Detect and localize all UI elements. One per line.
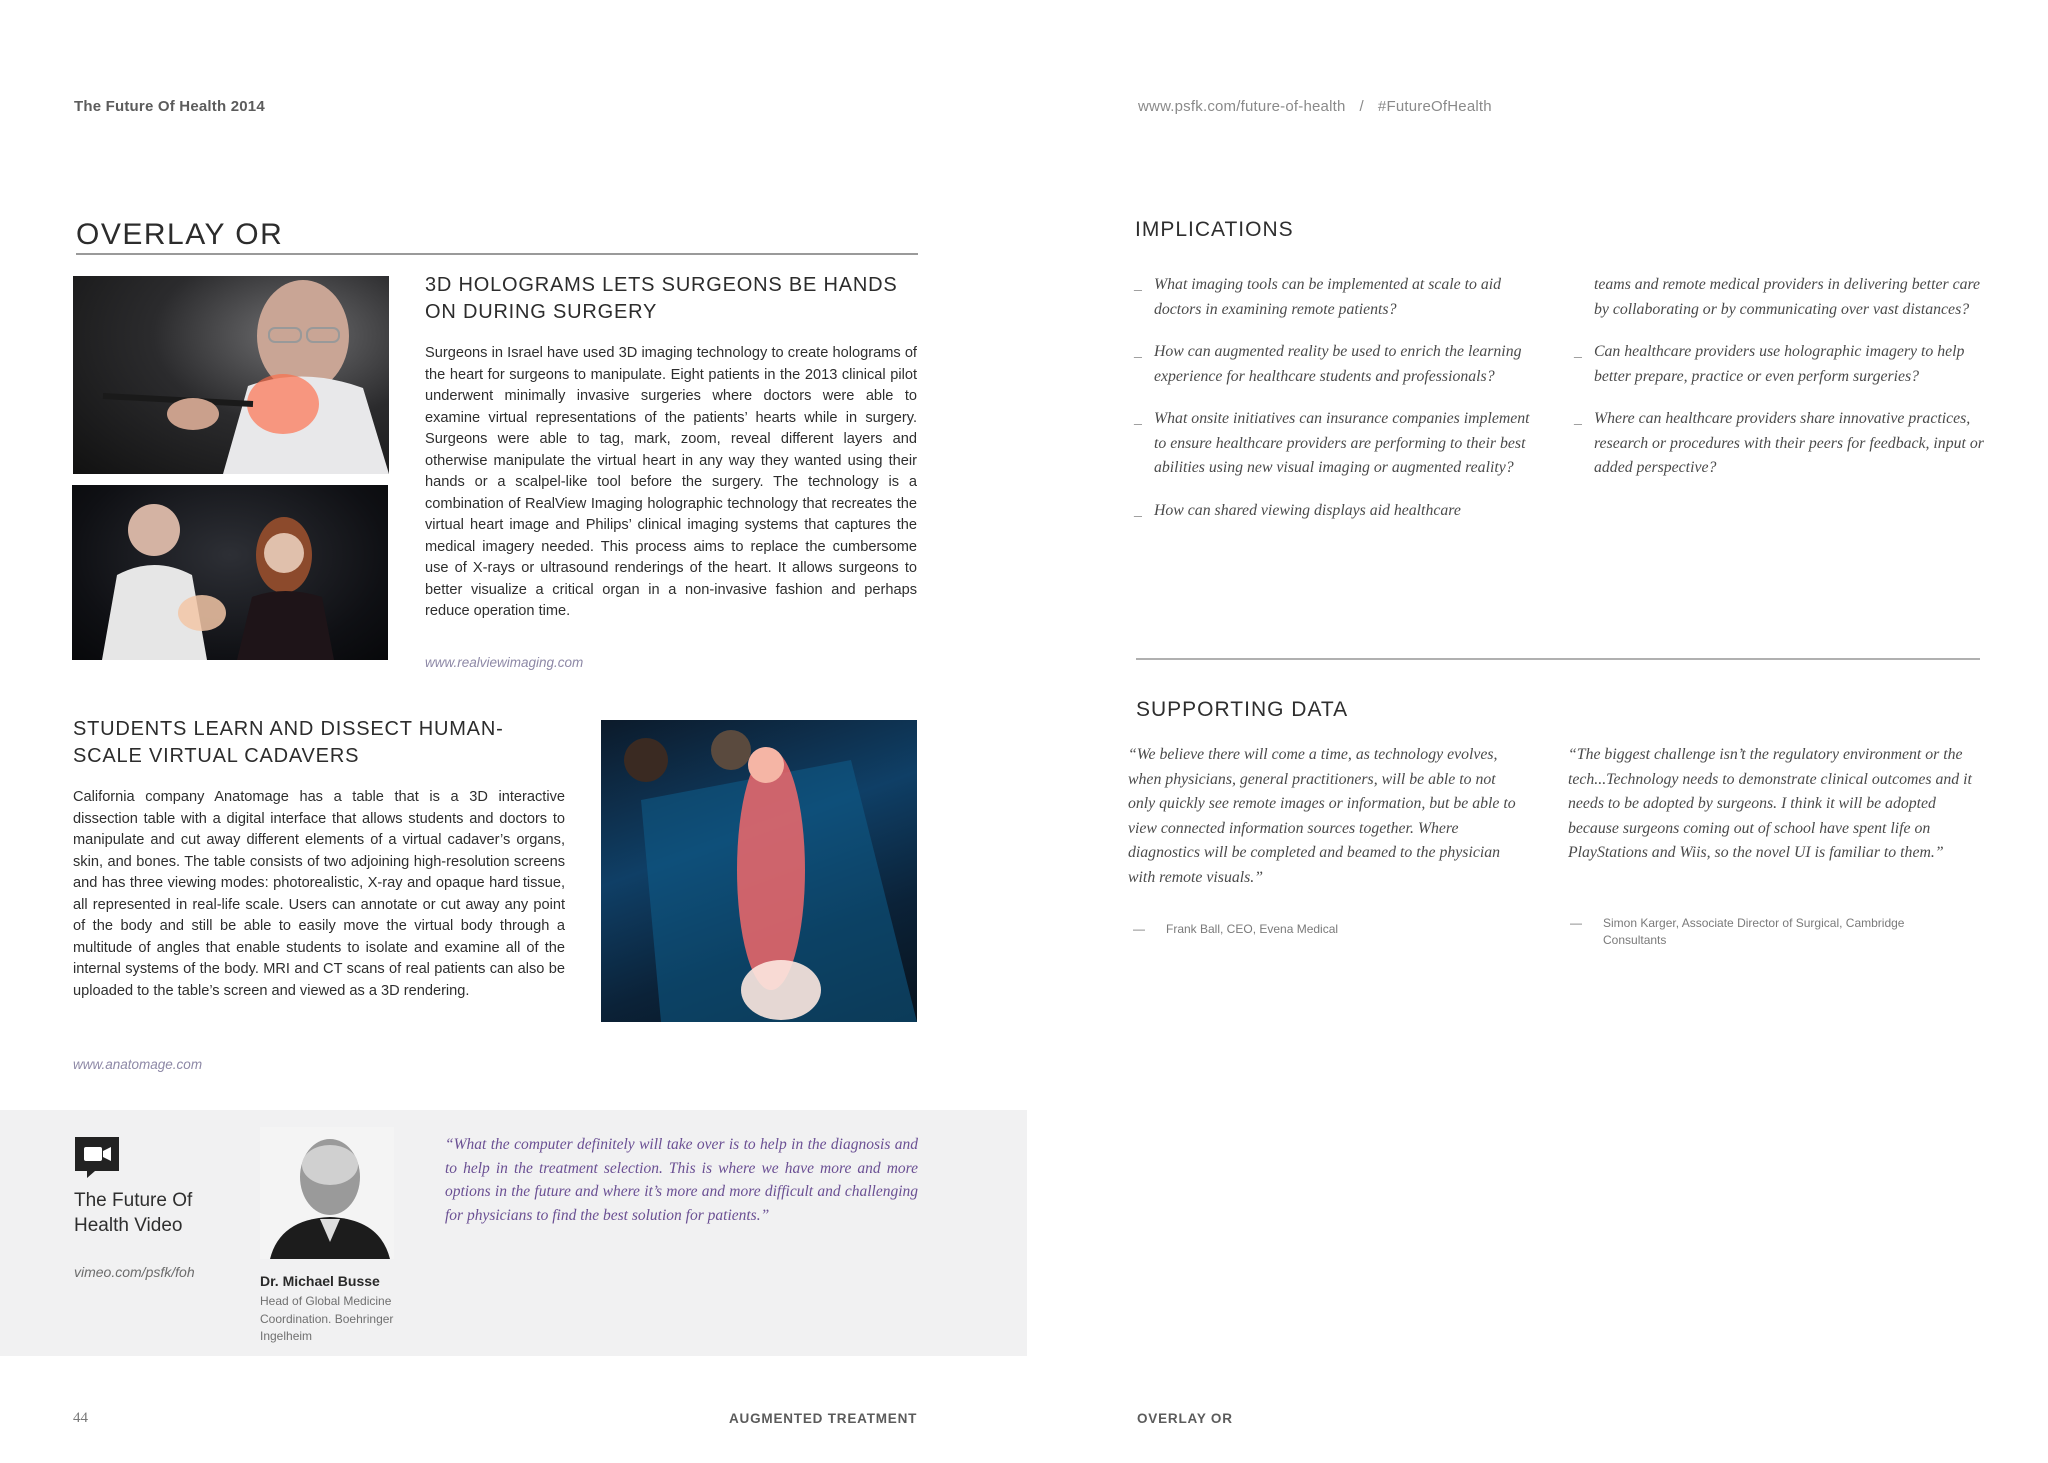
- chapter-footer: AUGMENTED TREATMENT: [729, 1411, 918, 1426]
- section-divider: [76, 253, 918, 255]
- implications-heading: IMPLICATIONS: [1135, 218, 1294, 241]
- hashtag[interactable]: #FutureOfHealth: [1377, 98, 1492, 115]
- holographic-presentation-photo: [72, 485, 388, 660]
- video-link[interactable]: vimeo.com/psfk/foh: [74, 1264, 195, 1280]
- speaker-role: Head of Global Medicine Coordination. Boehringer Ingelheim: [260, 1294, 394, 1343]
- quote-attribution: — Frank Ball, CEO, Evena Medical: [1133, 922, 1339, 936]
- article-link[interactable]: www.anatomage.com: [73, 1057, 203, 1072]
- implication-item: _ What onsite initiatives can insurance companies implement to ensure healthcare providers are performing to their best abilities using new visual imaging or augmented reality?: [1134, 407, 1544, 481]
- article-title: STUDENTS LEARN AND DISSECT HUMAN-SCALE VIRTUAL CADAVERS: [73, 718, 504, 767]
- implication-item: _ How can shared viewing displays aid healthcare: [1134, 499, 1544, 524]
- article-link[interactable]: www.realviewimaging.com: [425, 655, 584, 670]
- dash-bullet: _: [1134, 276, 1142, 293]
- dash-bullet: _: [1134, 410, 1142, 427]
- article-body: Surgeons in Israel have used 3D imaging technology to create holograms of the heart for surgeons to manipulate. Eight patients in the 2013 clinical pilot underwent minimally invasive surgeries where doctors were able to examine virtual representations of the patients’ hearts while in surgery. Surgeons were able to tag, mark, zoom, reveal different layers and otherwise manipulate the virtual heart in any way they wanted using their hands or a scalpel-like tool before the surgery. The technology is a combination of RealView Imaging holographic technology that recreates the virtual heart image and Philips’ clinical imaging systems that captures the medical imagery needed. This process aims to replace the cumbersome use of X-rays or ultrasound renderings of the heart. It allows surgeons to better visualize a critical organ in a non-invasive fashion and perhaps reduce operation time.: [425, 345, 917, 619]
- speaker-portrait: [260, 1127, 394, 1259]
- dash-bullet: _: [1134, 501, 1142, 519]
- implication-item: _ Where can healthcare providers share innovative practices, research or procedures with their peers for feedback, input or added perspective?: [1574, 407, 1984, 481]
- implications-column-1: [1134, 273, 1544, 541]
- article-body: California company Anatomage has a table that is a 3D interactive dissection table with a digital interface that allows students and doctors to manipulate and cut away different elements of a virtual cadaver’s organs, skin, and bones. The table consists of two adjoining high-resolution screens and has three viewing modes: photorealistic, X-ray and opaque hard tissue, all represented in real-life scale. Users can annotate or cut away any point of the body and still be able to easily move the virtual body through a multitude of angles that enable students to isolate and examine all of the internal systems of the body. MRI and CT scans of real patients can also be uploaded to the table’s screen and viewed as a 3D rendering.: [73, 789, 565, 999]
- page-number: 44: [73, 1410, 88, 1426]
- implication-item: _ Can healthcare providers use holographic imagery to help better prepare, practice or even perform surgeries?: [1574, 340, 1984, 389]
- website-url[interactable]: www.psfk.com/future-of-health: [1138, 98, 1346, 115]
- header-links: [1138, 98, 1492, 115]
- supporting-data-heading: SUPPORTING DATA: [1136, 698, 1349, 721]
- publication-title: The Future Of Health 2014: [74, 98, 265, 115]
- chapter-footer: OVERLAY OR: [1137, 1411, 1233, 1426]
- virtual-cadaver-photo: [601, 720, 917, 1022]
- dash-bullet: _: [1574, 343, 1582, 360]
- implication-item: _ What imaging tools can be implemented at scale to aid doctors in examining remote patients?: [1134, 273, 1544, 322]
- quote-attribution: — Simon Karger, Associate Director of Surgical, Cambridge Consultants: [1570, 915, 1905, 947]
- video-title: The Future Of Health Video: [74, 1190, 193, 1236]
- dash-bullet: _: [1574, 410, 1582, 427]
- implications-column-2: [1574, 273, 1984, 499]
- video-camera-icon: [73, 1135, 121, 1179]
- dash-bullet: _: [1134, 343, 1142, 360]
- section-title: OVERLAY OR: [76, 218, 284, 251]
- speaker-name: Dr. Michael Busse: [260, 1273, 380, 1289]
- surgeon-hologram-photo: [73, 276, 389, 474]
- supporting-quote: “We believe there will come a time, as technology evolves, when physicians, general practitioners, will be able to not only quickly see remote images or information, but be able to view connected information sources together. Where diagnostics will be completed and beamed to the physician with remote visuals.”: [1128, 746, 1516, 886]
- section-divider: [1136, 658, 1980, 660]
- supporting-quote: “The biggest challenge isn’t the regulatory environment or the tech...Technology needs to demonstrate clinical outcomes and it needs to be adopted by surgeons. I think it will be adopted because surgeons coming out of school have spent life on PlayStations and Wiis, so the novel UI is familiar to them.”: [1568, 746, 1972, 861]
- header-separator: /: [1359, 98, 1364, 115]
- speaker-quote: “What the computer definitely will take over is to help in the diagnosis and to help in the treatment selection. This is where we have more and more options in the future and where it’s more and more difficult and challenging for physicians to find the best solution for patients.”: [445, 1136, 918, 1224]
- article-title: 3D HOLOGRAMS LETS SURGEONS BE HANDS ON DURING SURGERY: [425, 274, 898, 323]
- implication-item: _ How can augmented reality be used to enrich the learning experience for healthcare students and professionals?: [1134, 340, 1544, 389]
- implication-continuation: teams and remote medical providers in delivering better care by collaborating or by communicating over vast distances?: [1594, 276, 1981, 318]
